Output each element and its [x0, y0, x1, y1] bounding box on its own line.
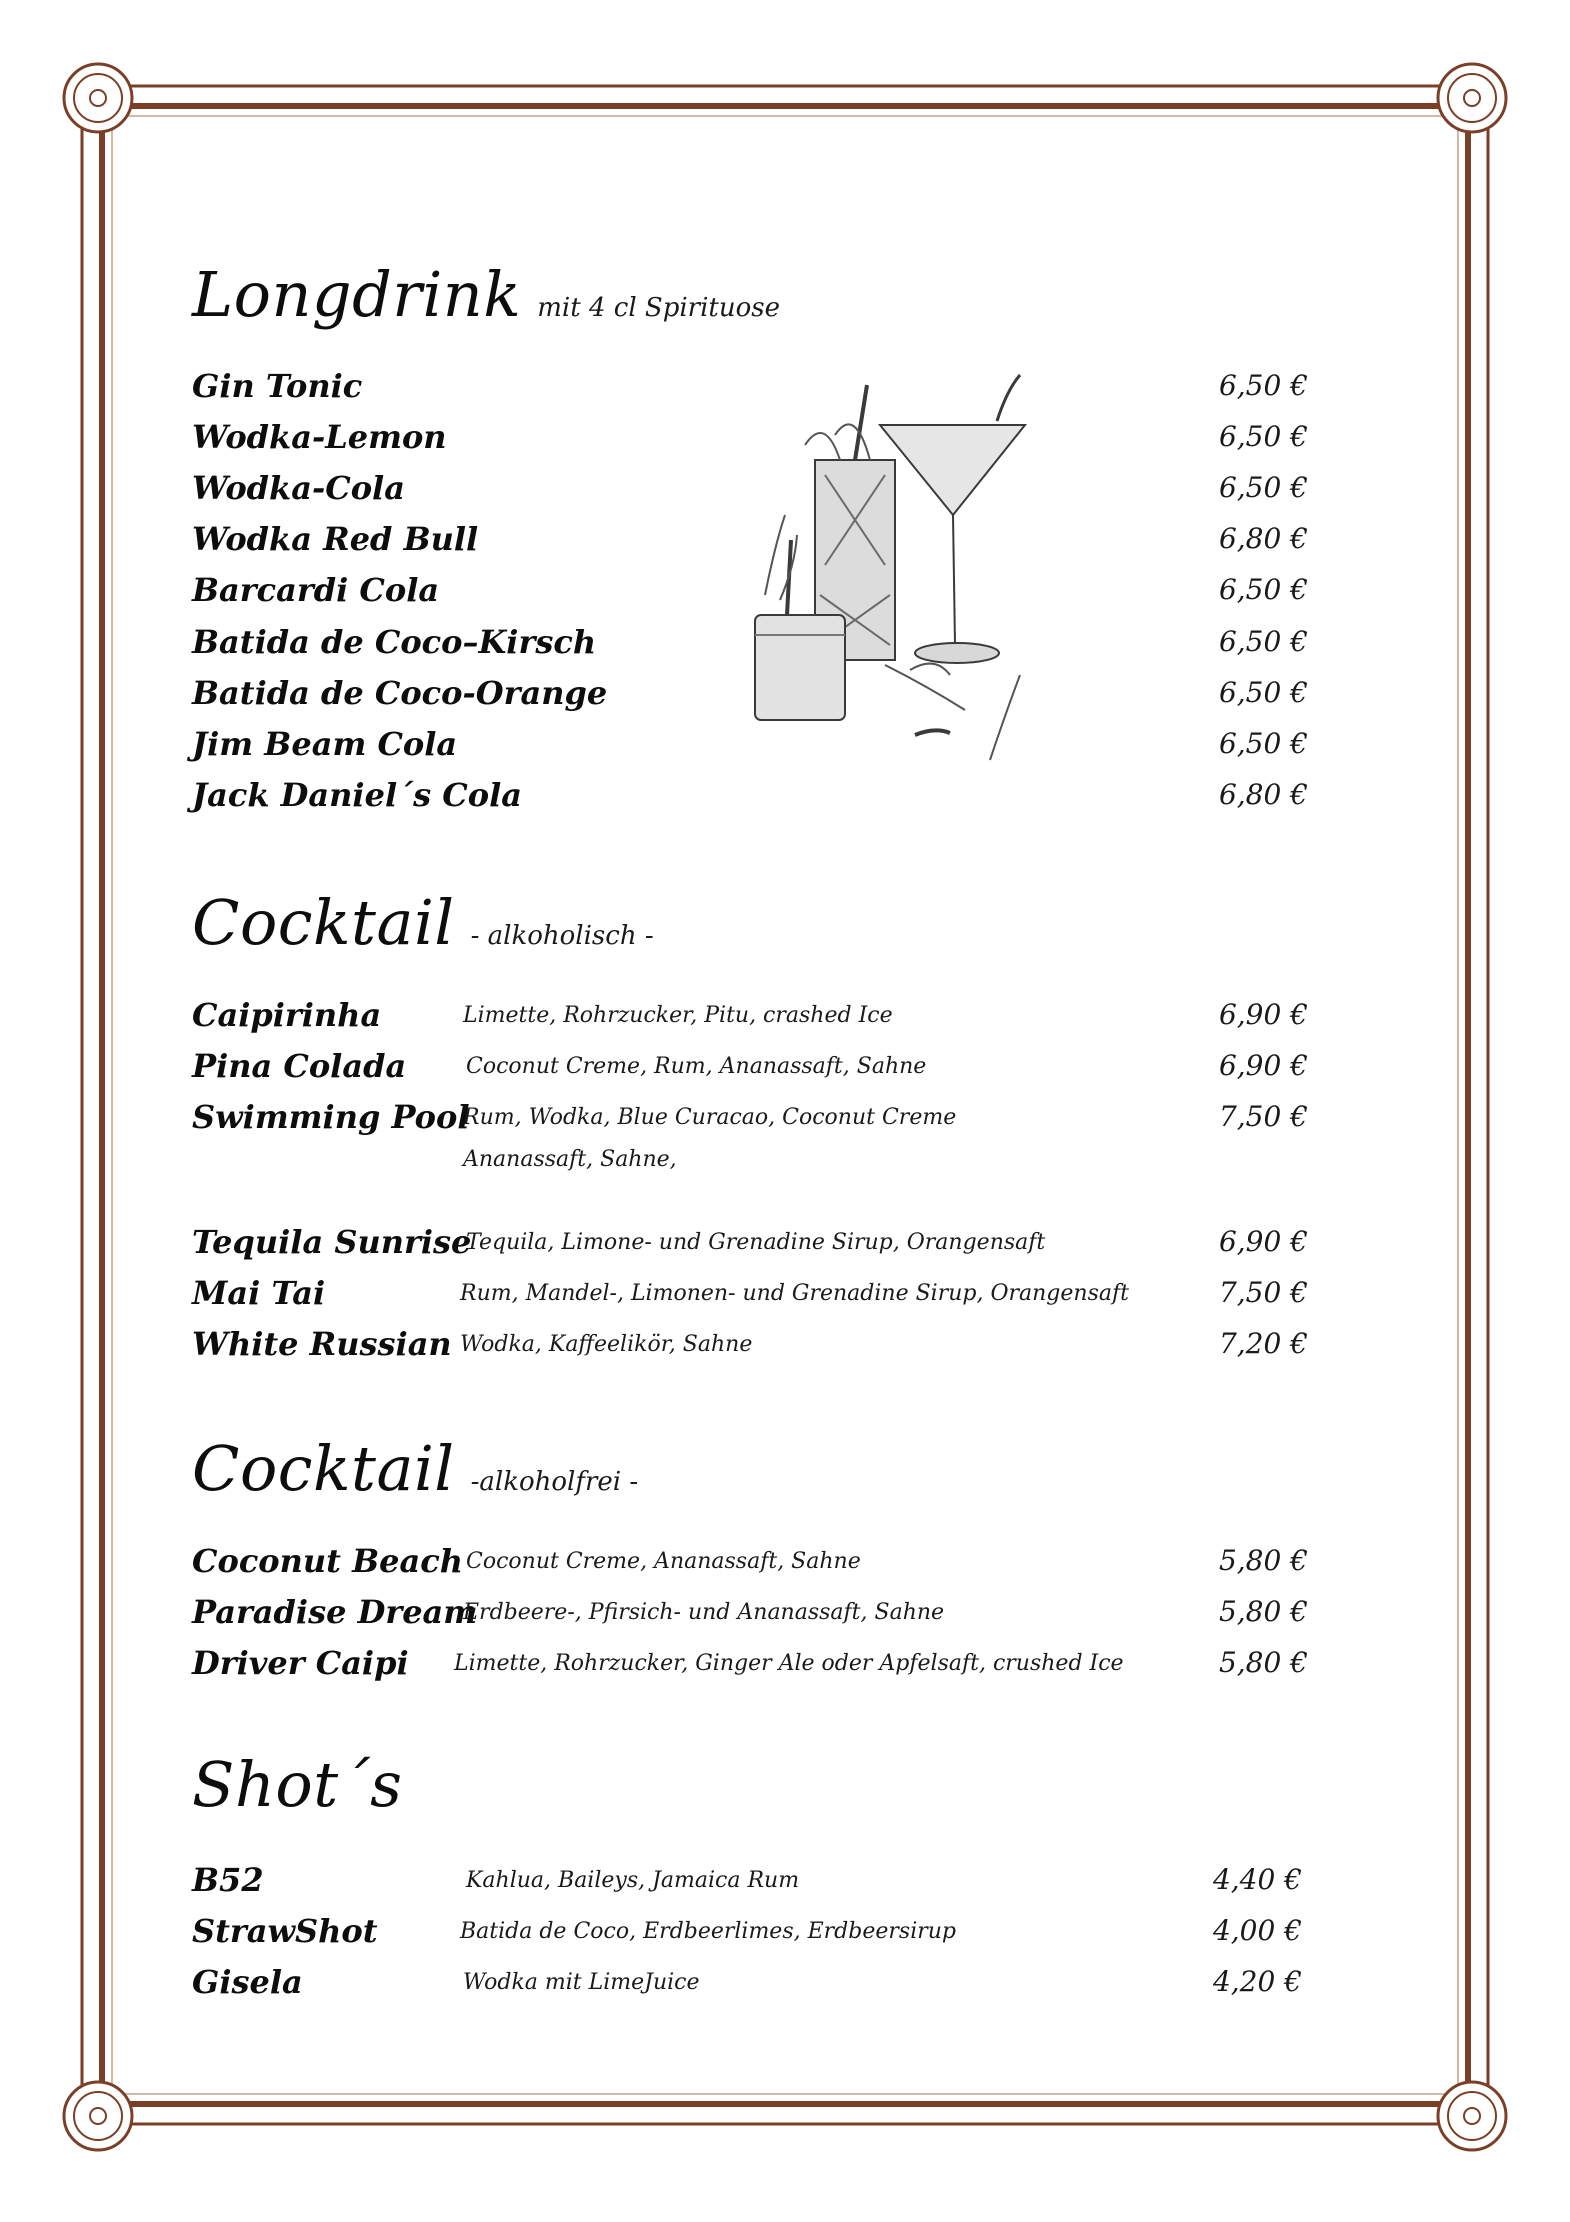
- menu-item: [0, 1962, 1570, 2002]
- item-name: Driver Caipi: [192, 1644, 409, 1682]
- section-title: Shot´s: [192, 1748, 403, 1821]
- item-name: Batida de Coco–Kirsch: [192, 623, 597, 661]
- item-name: Batida de Coco-Orange: [192, 674, 608, 712]
- item-description: Limette, Rohrzucker, Ginger Ale oder Apfelsaft, crushed Ice: [454, 1651, 1124, 1676]
- menu-item: [0, 1643, 1570, 1683]
- item-price: 6,50 €: [1218, 369, 1308, 402]
- item-description: Erdbeere-, Pfirsich- und Ananassaft, Sahne: [463, 1600, 945, 1625]
- item-description-line2: Ananassaft, Sahne,: [463, 1147, 677, 1172]
- item-name: Pina Colada: [192, 1047, 407, 1085]
- menu-item: [0, 1273, 1570, 1313]
- item-price: 4,20 €: [1212, 1965, 1302, 1998]
- item-price: 4,40 €: [1212, 1863, 1302, 1896]
- item-description: Limette, Rohrzucker, Pitu, crashed Ice: [463, 1003, 893, 1028]
- menu-item: [0, 1097, 1570, 1137]
- item-price: 6,50 €: [1218, 676, 1308, 709]
- item-price: 6,50 €: [1218, 727, 1308, 760]
- item-description: Rum, Mandel-, Limonen- und Grenadine Sirup, Orangensaft: [460, 1281, 1129, 1306]
- item-price: 6,80 €: [1218, 778, 1308, 811]
- cocktail-glasses-illustration: [735, 365, 1065, 785]
- menu-item: [0, 1046, 1570, 1086]
- item-name: Gin Tonic: [192, 367, 363, 405]
- section-heading-longdrink: [192, 258, 780, 331]
- menu-item: [0, 1860, 1570, 1900]
- item-name: Wodka-Lemon: [192, 418, 447, 456]
- item-price: 6,50 €: [1218, 625, 1308, 658]
- item-description: Wodka, Kaffeelikör, Sahne: [460, 1332, 753, 1357]
- item-name: Tequila Sunrise: [192, 1223, 472, 1261]
- item-description: Coconut Creme, Rum, Ananassaft, Sahne: [466, 1054, 927, 1079]
- item-price: 4,00 €: [1212, 1914, 1302, 1947]
- item-name: Wodka-Cola: [192, 469, 405, 507]
- menu-item: [0, 1541, 1570, 1581]
- section-title: Cocktail: [192, 886, 455, 959]
- item-price: 7,20 €: [1218, 1327, 1308, 1360]
- item-name: Jim Beam Cola: [192, 725, 458, 763]
- item-price: 5,80 €: [1218, 1646, 1308, 1679]
- item-description: Batida de Coco, Erdbeerlimes, Erdbeersirup: [460, 1919, 956, 1944]
- item-price: 5,80 €: [1218, 1544, 1308, 1577]
- menu-item: [0, 1222, 1570, 1262]
- item-price: 6,90 €: [1218, 1049, 1308, 1082]
- section-subtitle: -alkoholfrei -: [470, 1467, 639, 1497]
- item-name: Coconut Beach: [192, 1542, 463, 1580]
- item-name: Gisela: [192, 1963, 303, 2001]
- item-name: Mai Tai: [192, 1274, 326, 1312]
- section-subtitle: mit 4 cl Spirituose: [537, 293, 781, 323]
- item-name: StrawShot: [192, 1912, 378, 1950]
- item-price: 6,50 €: [1218, 471, 1308, 504]
- item-name: B52: [192, 1861, 264, 1899]
- menu-item: [0, 995, 1570, 1035]
- item-price: 6,90 €: [1218, 1225, 1308, 1258]
- item-price: 6,50 €: [1218, 420, 1308, 453]
- section-title: Longdrink: [192, 258, 522, 331]
- item-price: 6,50 €: [1218, 573, 1308, 606]
- item-price: 6,80 €: [1218, 522, 1308, 555]
- menu-item-continuation: [0, 1139, 1570, 1179]
- item-description: Rum, Wodka, Blue Curacao, Coconut Creme: [463, 1105, 957, 1130]
- section-subtitle: - alkoholisch -: [470, 921, 654, 951]
- item-name: Jack Daniel´s Cola: [192, 776, 522, 814]
- item-description: Tequila, Limone- und Grenadine Sirup, Orangensaft: [466, 1230, 1046, 1255]
- item-name: Wodka Red Bull: [192, 520, 479, 558]
- section-heading-cocktail-alkoholfrei: [192, 1432, 638, 1505]
- section-heading-cocktail-alkoholisch: [192, 886, 654, 959]
- item-name: Barcardi Cola: [192, 571, 440, 609]
- item-price: 7,50 €: [1218, 1100, 1308, 1133]
- item-price: 7,50 €: [1218, 1276, 1308, 1309]
- section-heading-shots: [192, 1748, 402, 1821]
- section-title: Cocktail: [192, 1432, 455, 1505]
- menu-item: [0, 1911, 1570, 1951]
- item-description: Coconut Creme, Ananassaft, Sahne: [466, 1549, 861, 1574]
- item-price: 6,90 €: [1218, 998, 1308, 1031]
- item-name: Paradise Dream: [192, 1593, 478, 1631]
- menu-item: [0, 1592, 1570, 1632]
- item-description: Wodka mit LimeJuice: [463, 1970, 700, 1995]
- item-name: Caipirinha: [192, 996, 382, 1034]
- menu-item: [0, 1324, 1570, 1364]
- item-description: Kahlua, Baileys, Jamaica Rum: [466, 1868, 800, 1893]
- item-name: White Russian: [192, 1325, 452, 1363]
- item-name: Swimming Pool: [192, 1098, 470, 1136]
- item-price: 5,80 €: [1218, 1595, 1308, 1628]
